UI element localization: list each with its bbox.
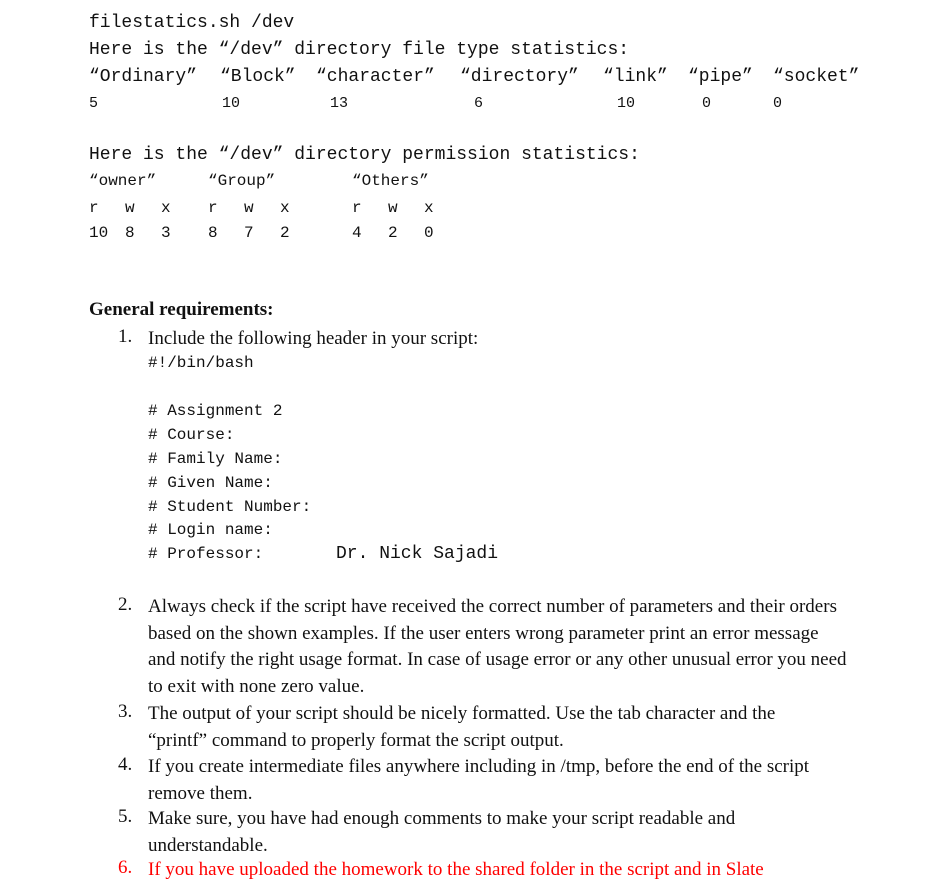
perm-value: 8 xyxy=(125,224,135,242)
perm-letter: w xyxy=(388,199,398,217)
perm-value: 2 xyxy=(280,224,290,242)
requirement-text: Always check if the script have received the correct number of parameters and their orders based on the shown examples. If the user enters wrong parameter print an error message and notify the right usage format. In case of usage error or any other unusual error you need to exit with none zero value. xyxy=(148,596,847,697)
perm-group-label: “Group” xyxy=(208,172,276,190)
type-stats-header: Here is the “/dev” directory file type statistics: xyxy=(89,40,630,60)
perm-value: 10 xyxy=(89,224,109,242)
requirement-text: Make sure, you have had enough comments to make your script readable and understandable. xyxy=(148,808,736,856)
requirement-number: 2. xyxy=(118,594,133,615)
header-comment-line: # Family Name: xyxy=(148,450,283,468)
perm-letter: x xyxy=(424,199,434,217)
type-value: 0 xyxy=(702,95,712,112)
type-column-label: “socket” xyxy=(773,67,860,87)
type-column-label: “link” xyxy=(603,67,668,87)
requirement-text: If you create intermediate files anywhere including in /tmp, before the end of the script remove them. xyxy=(148,756,810,804)
type-column-label: “pipe” xyxy=(688,67,753,87)
shebang-line: #!/bin/bash xyxy=(148,354,254,372)
type-column-label: “Ordinary” xyxy=(89,67,198,87)
perm-value: 0 xyxy=(424,224,434,242)
perm-letter: r xyxy=(208,199,218,217)
type-column-label: “Block” xyxy=(220,67,296,87)
requirement-number: 1. xyxy=(118,326,133,347)
requirement-text: The output of your script should be nicely formatted. Use the tab character and the “printf” command to properly format the script output. xyxy=(148,703,776,751)
type-value: 0 xyxy=(773,95,783,112)
professor-label: # Professor: xyxy=(148,545,264,563)
requirement-text: If you have uploaded the homework to the shared folder in the script and in Slate xyxy=(148,859,764,880)
professor-name: Dr. Nick Sajadi xyxy=(336,544,499,564)
perm-value: 4 xyxy=(352,224,362,242)
perm-group-label: “owner” xyxy=(89,172,157,190)
type-value: 10 xyxy=(222,95,241,112)
type-value: 13 xyxy=(330,95,349,112)
requirement-number: 6. xyxy=(118,857,133,878)
requirement-text: Include the following header in your script: xyxy=(148,328,479,349)
header-comment-line: # Course: xyxy=(148,426,235,444)
perm-letter: r xyxy=(89,199,99,217)
type-column-label: “character” xyxy=(316,67,435,87)
type-value: 5 xyxy=(89,95,99,112)
perm-value: 3 xyxy=(161,224,171,242)
requirement-item-cutoff xyxy=(0,850,941,880)
perm-letter: r xyxy=(352,199,362,217)
requirement-number: 5. xyxy=(118,806,133,827)
perm-letter: x xyxy=(161,199,171,217)
perm-letter: w xyxy=(244,199,254,217)
perm-letter: x xyxy=(280,199,290,217)
command-line: filestatics.sh /dev xyxy=(89,13,295,33)
requirement-number: 4. xyxy=(118,754,133,775)
header-comment-line: # Given Name: xyxy=(148,474,273,492)
perm-value: 8 xyxy=(208,224,218,242)
perm-stats-header: Here is the “/dev” directory permission statistics: xyxy=(89,145,640,165)
requirements-heading: General requirements: xyxy=(89,299,274,320)
header-comment-line: # Assignment 2 xyxy=(148,402,283,420)
perm-value: 2 xyxy=(388,224,398,242)
perm-value: 7 xyxy=(244,224,254,242)
type-column-label: “directory” xyxy=(460,67,579,87)
requirement-number: 3. xyxy=(118,701,133,722)
type-value: 6 xyxy=(474,95,484,112)
perm-letter: w xyxy=(125,199,135,217)
perm-group-label: “Others” xyxy=(352,172,429,190)
type-value: 10 xyxy=(617,95,636,112)
header-comment-line: # Login name: xyxy=(148,521,273,539)
header-comment-line: # Student Number: xyxy=(148,498,312,516)
